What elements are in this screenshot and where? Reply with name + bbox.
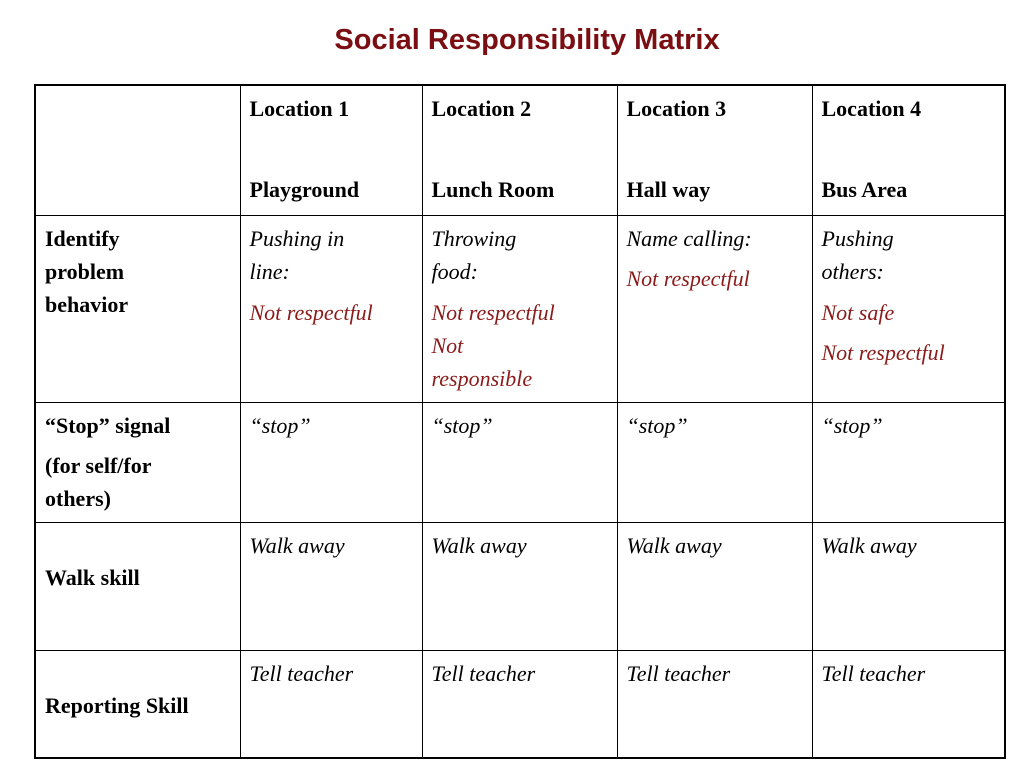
location-label: Location 1 <box>249 96 350 121</box>
row-header-identify: Identify problem behavior <box>35 215 240 402</box>
corner-cell <box>35 85 240 215</box>
behavior-label: Not respectful <box>626 265 750 291</box>
behavior-label: responsible <box>431 365 533 391</box>
walk-skill-row <box>35 522 1005 650</box>
reporting-skill-row <box>35 650 1005 758</box>
behavior-text: Pushing in <box>249 225 345 251</box>
page-title: Social Responsibility Matrix <box>334 24 720 56</box>
row-header-report: Reporting Skill <box>35 650 240 758</box>
walk-cell-3: Walk away <box>617 522 812 650</box>
behavior-label: Not safe <box>821 299 895 325</box>
identify-cell-4 <box>812 215 1005 402</box>
identify-cell-2 <box>422 215 617 402</box>
report-cell-1: Tell teacher <box>240 650 422 758</box>
behavior-text: line: <box>249 258 290 284</box>
walk-cell-2: Walk away <box>422 522 617 650</box>
location-place: Lunch Room <box>431 177 555 202</box>
behavior-text: Pushing <box>821 225 894 251</box>
location-label: Location 3 <box>626 96 727 121</box>
identify-cell-1 <box>240 215 422 402</box>
header-cell-location-1 <box>240 85 422 215</box>
location-place: Hall way <box>626 177 711 202</box>
location-label: Location 2 <box>431 96 532 121</box>
header-cell-location-4 <box>812 85 1005 215</box>
stop-cell-4: “stop” <box>812 402 1005 522</box>
behavior-text: others: <box>821 258 884 284</box>
walk-cell-4: Walk away <box>812 522 1005 650</box>
identify-cell-3 <box>617 215 812 402</box>
location-place: Bus Area <box>821 177 908 202</box>
identify-problem-row <box>35 215 1005 402</box>
responsibility-matrix-table <box>34 84 1006 759</box>
behavior-text: food: <box>431 258 478 284</box>
stop-cell-1: “stop” <box>240 402 422 522</box>
behavior-label: Not respectful <box>431 299 555 325</box>
header-cell-location-3 <box>617 85 812 215</box>
header-cell-location-2 <box>422 85 617 215</box>
location-label: Location 4 <box>821 96 922 121</box>
behavior-label: Not <box>431 332 464 358</box>
walk-cell-1: Walk away <box>240 522 422 650</box>
behavior-label: Not respectful <box>821 339 945 365</box>
header-row <box>35 85 1005 215</box>
row-header-stop: “Stop” signal (for self/for others) <box>35 402 240 522</box>
report-cell-2: Tell teacher <box>422 650 617 758</box>
report-cell-4: Tell teacher <box>812 650 1005 758</box>
behavior-text: Throwing <box>431 225 517 251</box>
stop-cell-3: “stop” <box>617 402 812 522</box>
behavior-label: Not respectful <box>249 299 373 325</box>
stop-signal-row <box>35 402 1005 522</box>
location-place: Playground <box>249 177 360 202</box>
stop-cell-2: “stop” <box>422 402 617 522</box>
row-header-walk: Walk skill <box>35 522 240 650</box>
report-cell-3: Tell teacher <box>617 650 812 758</box>
behavior-text: Name calling: <box>626 225 752 251</box>
